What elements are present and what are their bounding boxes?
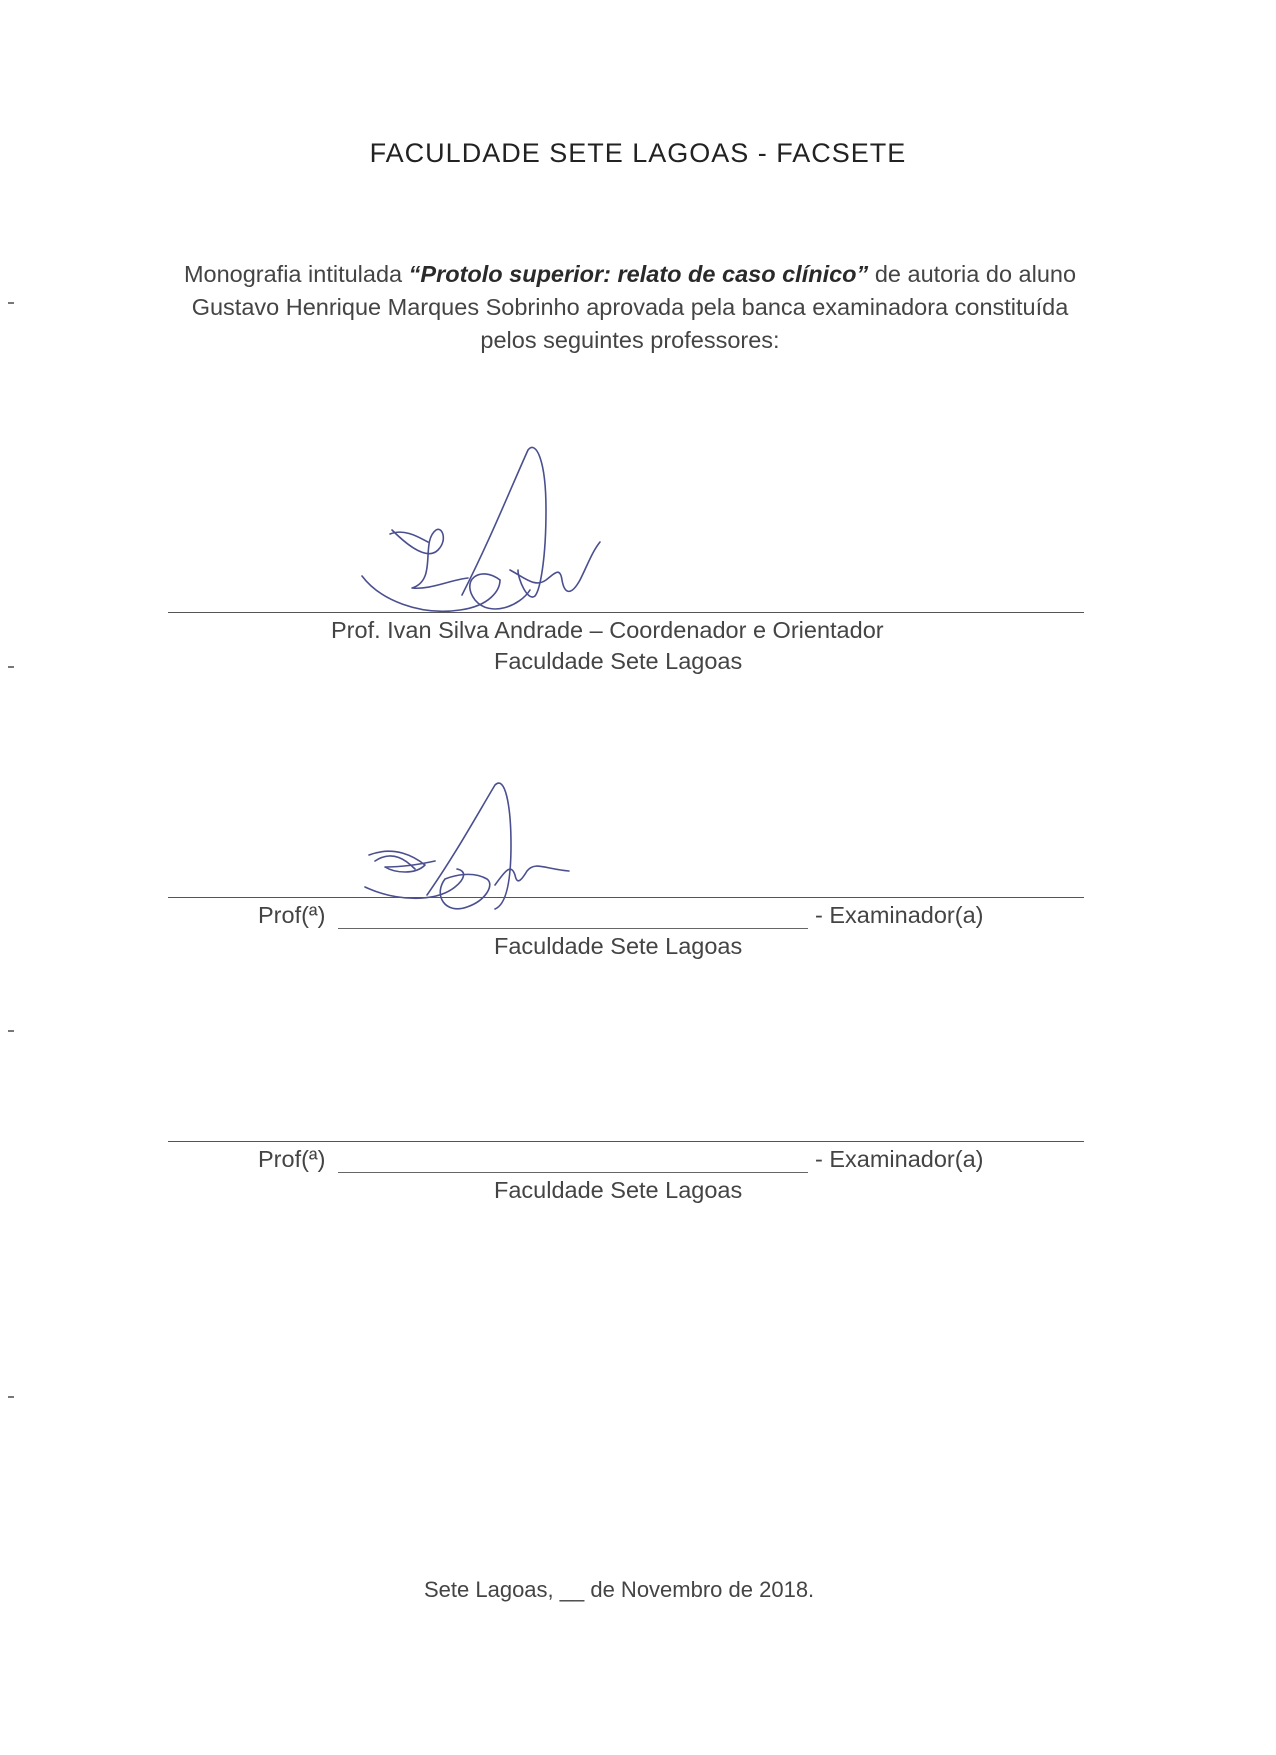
coordinator-name-role: Prof. Ivan Silva Andrade – Coordenador e Orientador (331, 617, 884, 643)
place-date: Sete Lagoas, __ de Novembro de 2018. (424, 1577, 815, 1602)
examiner-2-role: - Examinador(a) (815, 1146, 984, 1172)
monograph-title: “Protolo superior: relato de caso clínico” (408, 261, 869, 287)
examiner-1-role: - Examinador(a) (815, 902, 984, 928)
scan-mark (8, 302, 14, 304)
signature-1 (350, 430, 670, 630)
examiner-2-blank-line (338, 1172, 808, 1173)
scan-mark (8, 1396, 14, 1398)
intro-text-after: de autoria do aluno Gustavo Henrique Marques Sobrinho aprovada pela banca examinadora constituída pelos seguintes professores: (191, 261, 1077, 353)
signature-line-1 (168, 612, 1084, 613)
signature-2 (345, 775, 605, 935)
examiner-1-blank-line (338, 928, 808, 929)
coordinator-institution: Faculdade Sete Lagoas (494, 648, 743, 674)
signature-line-3 (168, 1141, 1084, 1142)
examiner-2-institution: Faculdade Sete Lagoas (494, 1177, 743, 1203)
scan-mark (8, 666, 14, 668)
examiner-1-institution: Faculdade Sete Lagoas (494, 933, 743, 959)
examiner-2-prefix: Prof(ª) (258, 1146, 326, 1172)
institution-title: FACULDADE SETE LAGOAS - FACSETE (369, 138, 907, 168)
approval-statement (170, 258, 1090, 357)
examiner-1-prefix: Prof(ª) (258, 902, 326, 928)
signature-line-2 (168, 897, 1084, 898)
intro-text-before: Monografia intitulada (183, 261, 409, 287)
scan-mark (8, 1030, 14, 1032)
